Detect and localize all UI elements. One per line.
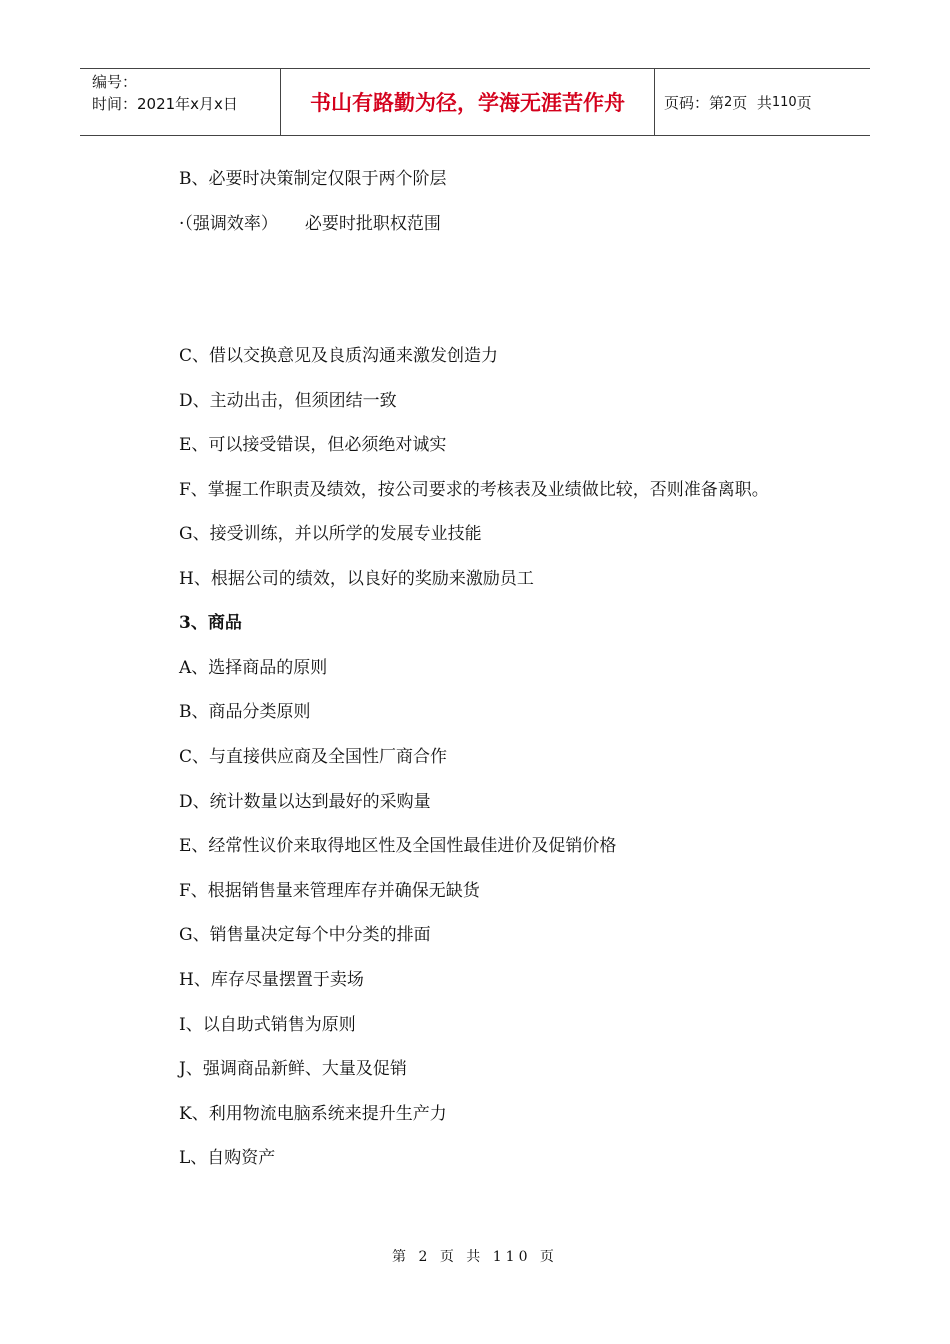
list-item: I、以自助式销售为原则 xyxy=(179,1014,356,1035)
list-item: J、强调商品新鲜、大量及促销 xyxy=(179,1059,407,1080)
header-page-info xyxy=(655,69,870,135)
page-end-label: 页 xyxy=(796,93,812,112)
list-item: D、统计数量以达到最好的采购量 xyxy=(179,791,431,812)
page-header xyxy=(80,68,870,136)
page-label: 页码：第 xyxy=(664,93,725,112)
document-number-label: 编号： xyxy=(92,73,138,91)
list-item: H、库存尽量摆置于卖场 xyxy=(179,969,364,990)
paragraph-g: G、接受训练，并以所学的发展专业技能 xyxy=(179,523,482,544)
paragraph-e: E、可以接受错误，但必须绝对诚实 xyxy=(179,435,447,456)
header-motto: 书山有路勤为径，学海无涯苦作舟 xyxy=(281,69,655,135)
paragraph-note: ·（强调效率） 必要时批职权范围 xyxy=(179,213,441,234)
list-item: C、与直接供应商及全国性厂商合作 xyxy=(179,746,448,767)
list-item: L、自购资产 xyxy=(179,1148,276,1169)
paragraph-d: D、主动出击，但须团结一致 xyxy=(179,390,397,411)
page-total: 110 xyxy=(771,94,797,110)
list-item: F、根据销售量来管理库存并确保无缺货 xyxy=(179,880,480,901)
paragraph-h: H、根据公司的绩效，以良好的奖励来激励员工 xyxy=(179,568,534,589)
page-number: 2 xyxy=(724,94,733,110)
list-item: K、利用物流电脑系统来提升生产力 xyxy=(179,1103,447,1124)
list-item: A、选择商品的原则 xyxy=(179,657,328,678)
page-footer: 第 2 页 共 110 页 xyxy=(392,1249,558,1265)
page-mid-label: 页 共 xyxy=(732,93,772,112)
document-time-label: 时间：2021年x月x日 xyxy=(92,95,238,113)
document-body xyxy=(145,157,810,1181)
paragraph-b: B、必要时决策制定仅限于两个阶层 xyxy=(179,169,447,189)
paragraph-f: F、掌握工作职责及绩效，按公司要求的考核表及业绩做比较，否则准备离职。 xyxy=(179,479,769,500)
list-item: G、销售量决定每个中分类的排面 xyxy=(179,925,431,946)
section-title: 3、商品 xyxy=(179,613,242,634)
list-item: E、经常性议价来取得地区性及全国性最佳进价及促销价格 xyxy=(179,836,617,857)
header-meta-cell xyxy=(80,69,281,135)
blank-space xyxy=(145,246,810,334)
list-item: B、商品分类原则 xyxy=(179,702,311,723)
paragraph-c: C、借以交换意见及良质沟通来激发创造力 xyxy=(179,346,499,367)
